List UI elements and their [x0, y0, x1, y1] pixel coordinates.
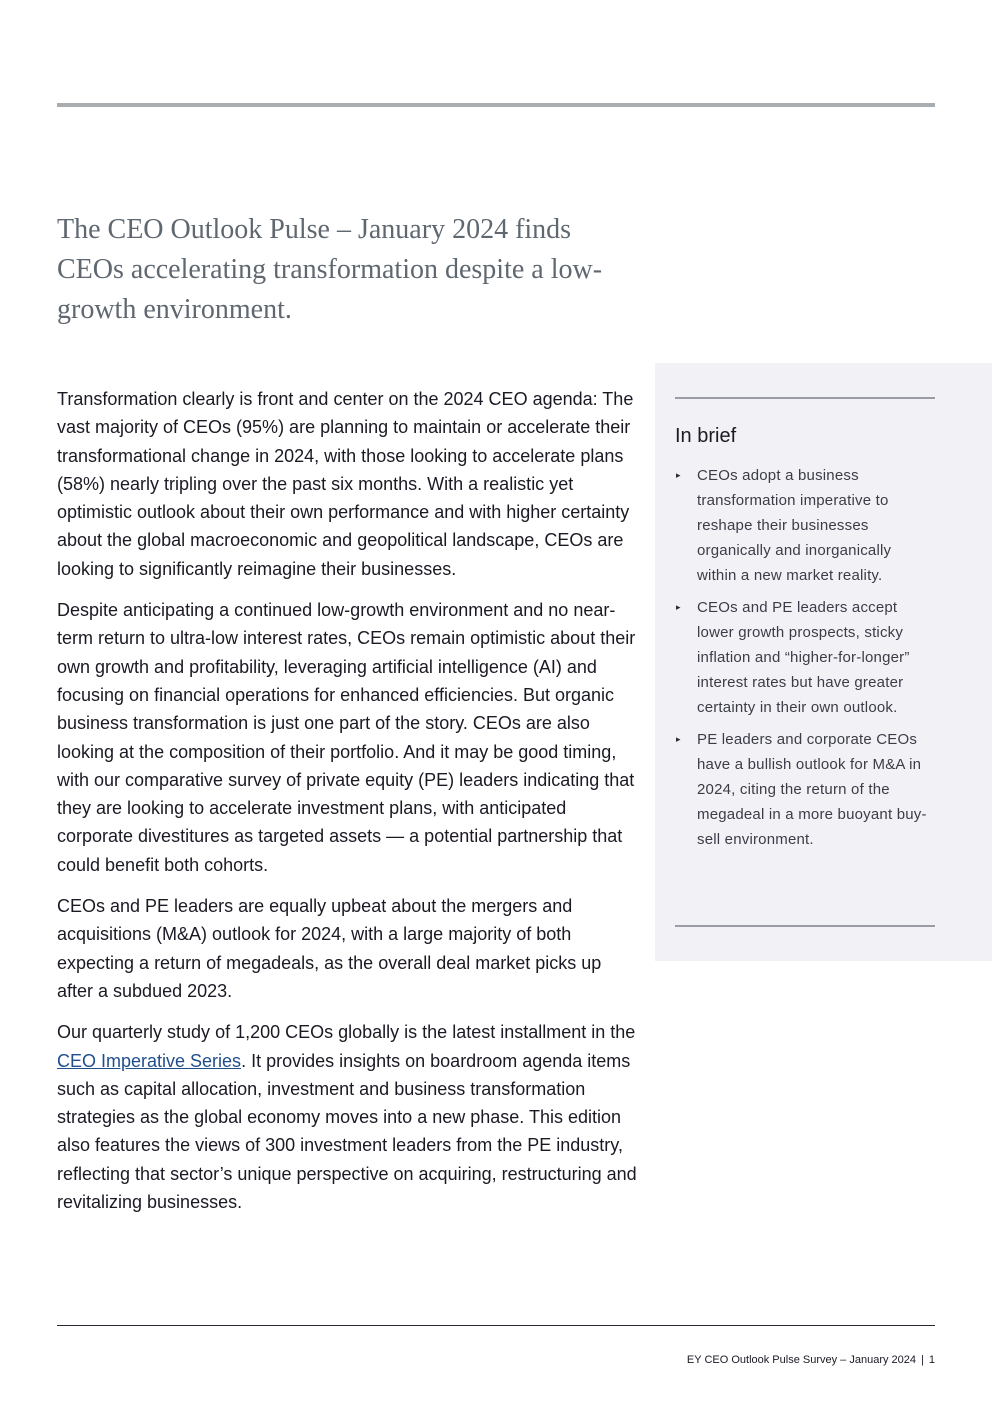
body-paragraph-1: Transformation clearly is front and center on the 2024 CEO agenda: The vast majority of CEOs (95%) are planning to maintain or accelerate their transformational change in 2024, with those looking to accelerate plans (58%) nearly tripling over the past six months. With a realistic yet optimistic outlook about their own performance and with higher certainty about the global macroeconomic and geopolitical landscape, CEOs are looking to significantly reimagine their businesses. [57, 389, 634, 579]
bullet-triangle-icon: ▸ [676, 602, 681, 612]
page-number: 1 [928, 1354, 935, 1366]
page-headline: The CEO Outlook Pulse – January 2024 finds CEOs accelerating transformation despite a low-growth environment. [57, 214, 603, 325]
footer-divider [57, 1325, 935, 1326]
body-paragraph-4 [57, 1018, 639, 1216]
bullet-triangle-icon: ▸ [676, 470, 681, 480]
in-brief-list [675, 463, 933, 859]
in-brief-item-text: CEOs and PE leaders accept lower growth prospects, sticky inflation and “higher-for-longer” interest rates but have greater certainty in their own outlook. [697, 599, 910, 716]
in-brief-panel [655, 363, 992, 961]
in-brief-item-text: CEOs adopt a business transformation imperative to reshape their businesses organically and inorganically within a new market reality. [697, 467, 892, 584]
in-brief-item-text: PE leaders and corporate CEOs have a bullish outlook for M&A in 2024, citing the return of the megadeal in a more buoyant buy-sell environment. [697, 731, 927, 848]
in-brief-item-3 [675, 727, 933, 852]
paragraph-4-lead: Our quarterly study of 1,200 CEOs globally is the latest installment in the [57, 1022, 636, 1043]
body-paragraph-2: Despite anticipating a continued low-growth environment and no near-term return to ultra-low interest rates, CEOs remain optimistic about their own growth and profitability, leveraging artificial intelligence (AI) and focusing on financial operations for enhanced efficiencies. But organic business transformation is just one part of the story. CEOs are also looking at the composition of their portfolio. And it may be good timing, with our comparative survey of private equity (PE) leaders indicating that they are looking to accelerate investment plans, with anticipated corporate divestitures as targeted assets — a potential partnership that could benefit both cohorts. [57, 600, 636, 875]
main-body [57, 385, 639, 1229]
ceo-imperative-series-link[interactable]: CEO Imperative Series [57, 1050, 242, 1071]
in-brief-item-2 [675, 595, 933, 720]
footer-separator: | [921, 1354, 924, 1366]
bullet-triangle-icon: ▸ [676, 734, 681, 744]
in-brief-top-divider [675, 397, 935, 399]
in-brief-item-1 [675, 463, 933, 588]
top-divider [57, 103, 935, 107]
footer-title: EY CEO Outlook Pulse Survey – January 2024 [686, 1354, 917, 1366]
body-paragraph-3: CEOs and PE leaders are equally upbeat about the mergers and acquisitions (M&A) outlook for 2024, with a large majority of both expecting a return of megadeals, as the overall deal market picks up after a subdued 2023. [57, 896, 602, 1001]
page-footer [687, 1354, 935, 1366]
paragraph-4-rest: . It provides insights on boardroom agenda items such as capital allocation, investment and business transformation strategies as the global economy moves into a new phase. This edition also features the views of 300 investment leaders from the PE industry, reflecting that sector’s unique perspective on acquiring, restructuring and revitalizing businesses. [57, 1050, 637, 1213]
in-brief-title: In brief [675, 425, 737, 447]
in-brief-bottom-divider [675, 925, 935, 927]
